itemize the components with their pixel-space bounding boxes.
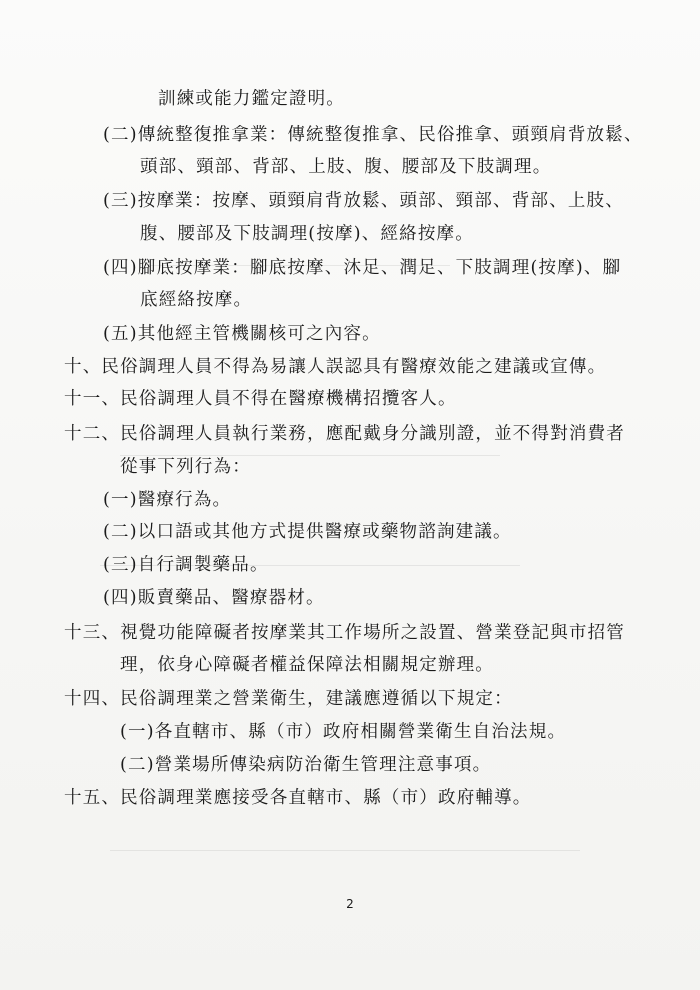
text-line: (三)自行調製藥品。: [103, 555, 269, 575]
text-line: 理，依身心障礙者權益保障法相關規定辦理。: [120, 655, 494, 675]
text-line: (四)腳底按摩業：腳底按摩、沐足、潤足、下肢調理(按摩)、腳: [103, 258, 622, 278]
text-line: 腹、腰部及下肢調理(按摩)、經絡按摩。: [140, 224, 474, 244]
text-line: (五)其他經主管機關核可之內容。: [103, 324, 381, 344]
text-line: 十三、視覺功能障礙者按摩業其工作場所之設置、營業登記與市招管: [64, 623, 625, 643]
text-line: (二)以口語或其他方式提供醫療或藥物諮詢建議。: [103, 522, 512, 542]
page-number: 2: [346, 897, 354, 911]
text-line: 十、民俗調理人員不得為易讓人誤認具有醫療效能之建議或宣傳。: [64, 357, 607, 377]
text-line: (一)醫療行為。: [103, 490, 232, 510]
text-line: (一)各直轄市、縣（市）政府相關營業衛生自治法規。: [120, 722, 567, 742]
text-line: (四)販賣藥品、醫療器材。: [103, 588, 325, 608]
text-line: 十一、民俗調理人員不得在醫療機構招攬客人。: [64, 389, 457, 409]
text-line: (二)營業場所傳染病防治衛生管理注意事項。: [120, 755, 492, 775]
text-line: 十四、民俗調理業之營業衛生，建議應遵循以下規定：: [64, 689, 513, 709]
text-line: 訓練或能力鑑定證明。: [158, 89, 345, 109]
text-line: (二)傳統整復推拿業：傳統整復推拿、民俗推拿、頭頸肩背放鬆、: [103, 125, 643, 145]
show-through-mark: [110, 850, 580, 851]
text-line: 從事下列行為：: [120, 457, 251, 477]
text-line: 頭部、頸部、背部、上肢、腹、腰部及下肢調理。: [140, 157, 552, 177]
text-line: (三)按摩業：按摩、頭頸肩背放鬆、頭部、頸部、背部、上肢、: [103, 191, 624, 211]
text-line: 十二、民俗調理人員執行業務，應配戴身分識別證，並不得對消費者: [64, 424, 625, 444]
text-line: 底經絡按摩。: [140, 290, 253, 310]
text-line: 十五、民俗調理業應接受各直轄市、縣（市）政府輔導。: [64, 788, 532, 808]
